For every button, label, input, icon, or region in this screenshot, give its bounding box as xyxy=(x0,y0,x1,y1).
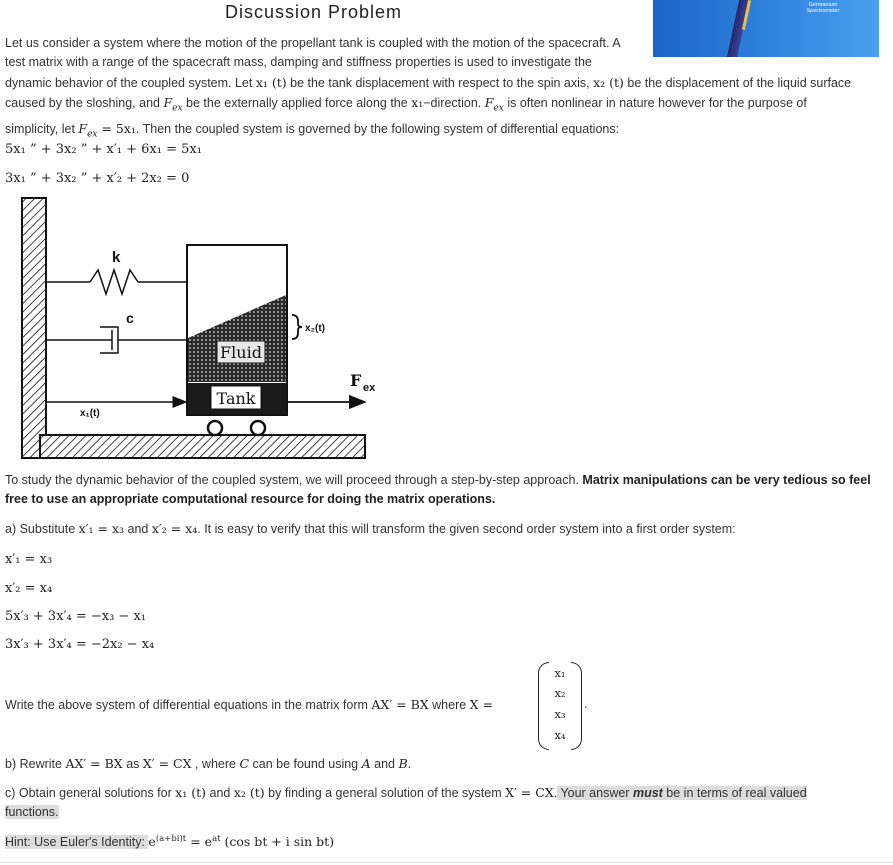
part-b-a: A xyxy=(361,756,371,771)
bottom-divider xyxy=(0,862,893,863)
intro-text: is often nonlinear in nature however for the purpose of xyxy=(503,96,807,111)
hint-line xyxy=(5,830,334,853)
math-fex-sub: ex xyxy=(493,103,504,114)
first-order-eq-3: 5x′₃ + 3x′₄ = −x₃ − x₁ xyxy=(5,609,146,624)
vector-entry: x₄ xyxy=(554,728,566,742)
where-text: where xyxy=(428,698,470,712)
hint-lhs: e xyxy=(148,834,156,850)
x1-label: x₁(t) xyxy=(80,408,100,419)
math-fex-sub: ex xyxy=(172,103,183,114)
part-a-intro xyxy=(5,519,885,539)
intro-text: be the tank displacement with respect to the spin axis, xyxy=(286,75,594,90)
part-c-highlight-3: functions. xyxy=(5,805,59,820)
intro-paragraph xyxy=(5,34,885,145)
part-a-and: and xyxy=(124,522,152,536)
tank-label: Tank xyxy=(216,389,256,408)
math-fex-sub: ex xyxy=(87,129,98,140)
intro-text: be the externally applied force along the xyxy=(182,96,412,111)
part-b-eq2: X′ = CX xyxy=(142,756,192,771)
part-b-b: B xyxy=(398,756,408,771)
hint-rhs: = e xyxy=(186,834,213,850)
damper-label: c xyxy=(126,310,134,326)
part-c-highlight-1: Your answer xyxy=(557,786,633,800)
part-c-highlight-2: be in terms of real valued xyxy=(662,786,807,800)
matrix-form-eq: AX′ = BX xyxy=(371,697,429,712)
part-a-prefix: a) Substitute xyxy=(5,522,79,536)
intro-text: caused by the sloshing, and xyxy=(5,96,164,111)
wheel-right xyxy=(251,421,265,435)
part-b-end: . xyxy=(407,757,412,771)
study-bold-2: free to use an appropriate computational resource for doing the matrix operations. xyxy=(5,492,496,507)
part-b-prefix: b) Rewrite xyxy=(5,757,66,771)
part-c-prefix: c) Obtain general solutions for xyxy=(5,786,176,800)
hint-lhs-sup: (a+bi)t xyxy=(155,834,187,844)
math-sub2: x′₂ = x₄ xyxy=(151,521,198,536)
intro-text: . Then the coupled system is governed by the following system of differential equations: xyxy=(135,122,620,137)
intro-line-4 xyxy=(5,93,885,119)
part-c-x1: x₁ (t) xyxy=(175,785,207,800)
study-text: To study the dynamic behavior of the coupled system, we will proceed through a step-by-step approach. xyxy=(5,473,583,487)
math-fex: F xyxy=(163,95,173,111)
part-b xyxy=(5,754,411,774)
vector-entry: x₃ xyxy=(554,707,566,721)
first-order-eq-2: x′₂ = x₄ xyxy=(5,581,53,596)
write-text: Write the above system of differential equations in the matrix form xyxy=(5,698,372,712)
part-a-suffix: . It is easy to verify that this will transform the given second order system into a first order system: xyxy=(197,522,736,536)
first-order-eq-1: x′₁ = x₃ xyxy=(5,552,53,567)
intro-text: −direction. xyxy=(423,96,485,111)
wheel-left xyxy=(208,421,222,435)
force-label: F xyxy=(350,371,362,390)
spring-label: k xyxy=(112,249,121,266)
intro-line-2: test matrix with a range of the spacecraft mass, damping and stiffness properties is used to investigate the xyxy=(5,55,592,70)
math-x1t: x₁ (t) xyxy=(255,74,287,90)
vector-entry: x₁ xyxy=(554,666,566,680)
thumbnail-caption: Germanium Spectrometer xyxy=(806,2,840,14)
hint-rhs-sup: at xyxy=(212,834,221,844)
ground xyxy=(40,435,365,458)
math-x1: x₁ xyxy=(411,95,424,111)
part-b-as: as xyxy=(122,757,143,771)
math-x2t: x₂ (t) xyxy=(593,74,624,90)
math-sub1: x′₁ = x₃ xyxy=(78,521,125,536)
part-b-mid: , where xyxy=(191,757,240,771)
part-c-must: must xyxy=(632,786,663,800)
vector-period: . xyxy=(584,697,588,711)
math-fex: F xyxy=(484,95,494,111)
study-paragraph xyxy=(5,471,885,510)
math-fex-eq: = 5x₁ xyxy=(97,121,136,137)
spring xyxy=(46,270,187,294)
part-b-mid2: can be found using xyxy=(249,757,362,771)
math-fex: F xyxy=(78,121,88,137)
part-b-eq1: AX′ = BX xyxy=(65,756,123,771)
intro-text: be the displacement of the liquid surface xyxy=(623,75,852,90)
equation-1: 5x₁ ” + 3x₂ ” + x′₁ + 6x₁ = 5x₁ xyxy=(5,142,202,157)
part-b-c: C xyxy=(239,756,250,771)
part-c-eq: X′ = CX xyxy=(505,785,554,800)
intro-line-1: Let us consider a system where the motion of the propellant tank is coupled with the motion of the spacecraft. A xyxy=(5,36,621,50)
fluid-label: Fluid xyxy=(220,343,262,362)
study-bold-1: Matrix manipulations can be very tedious so feel xyxy=(582,473,871,487)
x-equals: X = xyxy=(469,697,494,712)
x2-label: x₂(t) xyxy=(305,323,325,334)
damper xyxy=(46,327,187,353)
wall xyxy=(22,198,46,458)
intro-line-3 xyxy=(5,73,885,93)
part-c-dot: . xyxy=(553,786,558,800)
hint-label: Hint: Use Euler's Identity: xyxy=(5,835,149,850)
force-sub-label: ex xyxy=(363,382,376,394)
first-order-eq-4: 3x′₃ + 3x′₄ = −2x₂ − x₄ xyxy=(5,637,155,652)
page-title: Discussion Problem xyxy=(225,2,403,22)
equation-2: 3x₁ ” + 3x₂ ” + x′₂ + 2x₂ = 0 xyxy=(5,171,190,186)
spacecraft-tank-diagram xyxy=(0,190,400,465)
intro-text: dynamic behavior of the coupled system. Let xyxy=(5,75,256,90)
matrix-form-line xyxy=(5,695,493,715)
x2-brace xyxy=(292,315,302,339)
state-vector xyxy=(538,662,582,748)
part-c-mid: by finding a general solution of the system xyxy=(264,786,506,800)
hint-rhs-2: (cos bt + i sin bt) xyxy=(220,834,335,850)
intro-text: simplicity, let xyxy=(5,122,79,137)
vector-entry: x₂ xyxy=(554,686,566,700)
part-c xyxy=(5,783,885,823)
part-b-and: and xyxy=(370,757,399,771)
part-c-and: and xyxy=(206,786,234,800)
part-c-x2: x₂ (t) xyxy=(233,785,265,800)
